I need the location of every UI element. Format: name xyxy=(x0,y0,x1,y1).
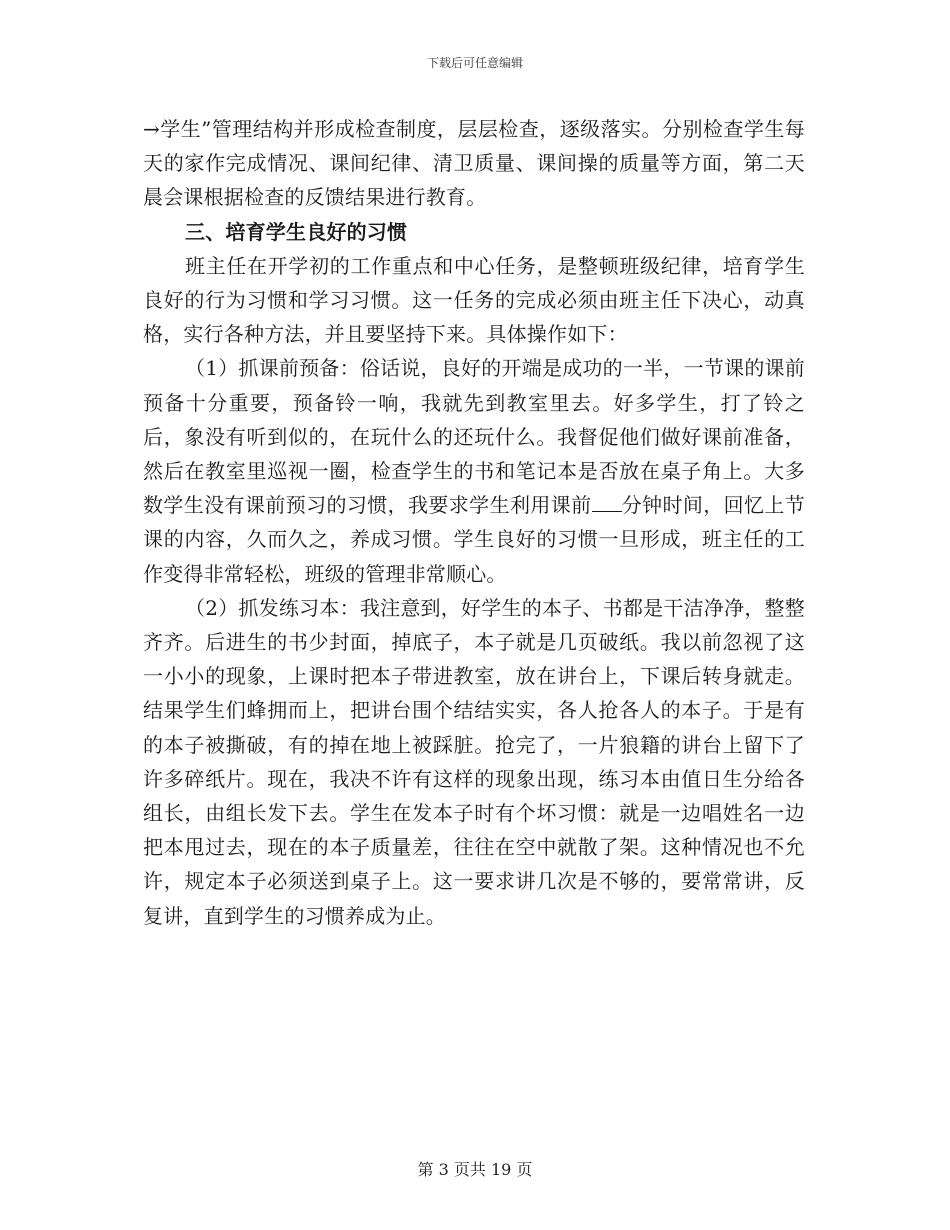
paragraph-item-1-part-b: 分钟时间，回忆上节课的内容，久而久之，养成习惯。学生良好的习惯一旦形成，班主任的工作变得非常轻松，班级的管理非常顺心。 xyxy=(143,493,805,586)
paragraph-item-1 xyxy=(143,351,805,590)
paragraph-item-1-part-a: （1）抓课前预备：俗话说，良好的开端是成功的一半，一节课的课前预备十分重要，预备铃一响，我就先到教室里去。好多学生，打了铃之后，象没有听到似的，在玩什么的还玩什么。我督促他们做好课前准备，然后在教室里巡视一圈，检查学生的书和笔记本是否放在桌子角上。大多数学生没有课前预习的习惯，我要求学生利用课前 xyxy=(143,356,805,518)
paragraph-item-2: （2）抓发练习本：我注意到，好学生的本子、书都是干洁净净，整整齐齐。后进生的书少封面，掉底子，本子就是几页破纸。我以前忽视了这一小小的现象，上课时把本子带进教室，放在讲台上，下课后转身就走。结果学生们蜂拥而上，把讲台围个结结实实，各人抢各人的本子。于是有的本子被撕破，有的掉在地上被踩脏。抢完了，一片狼籍的讲台上留下了许多碎纸片。现在，我决不许有这样的现象出现，练习本由值日生分给各组长，由组长发下去。学生在发本子时有个坏习惯：就是一边唱姓名一边把本甩过去，现在的本子质量差，往往在空中就散了架。这种情况也不允许，规定本子必须送到桌子上。这一要求讲几次是不够的，要常常讲，反复讲，直到学生的习惯养成为止。 xyxy=(143,595,805,928)
paragraph-intro: 班主任在开学初的工作重点和中心任务，是整顿班级纪律，培育学生良好的行为习惯和学习习惯。这一任务的完成必须由班主任下决心，动真格，实行各种方法，并且要坚持下来。具体操作如下： xyxy=(143,253,805,347)
paragraph-continuation: →学生”管理结构并形成检查制度，层层检查，逐级落实。分别检查学生每天的家作完成情况、课间纪律、清卫质量、课间操的质量等方面，第二天晨会课根据检查的反馈结果进行教育。 xyxy=(143,117,805,210)
page-header-note: 下载后可任意编辑 xyxy=(426,56,523,70)
page-number-footer: 第 3 页共 19 页 xyxy=(417,1160,533,1179)
section-heading: 三、培育学生良好的习惯 xyxy=(185,219,408,244)
document-body xyxy=(143,112,805,933)
fill-in-blank xyxy=(592,491,622,512)
